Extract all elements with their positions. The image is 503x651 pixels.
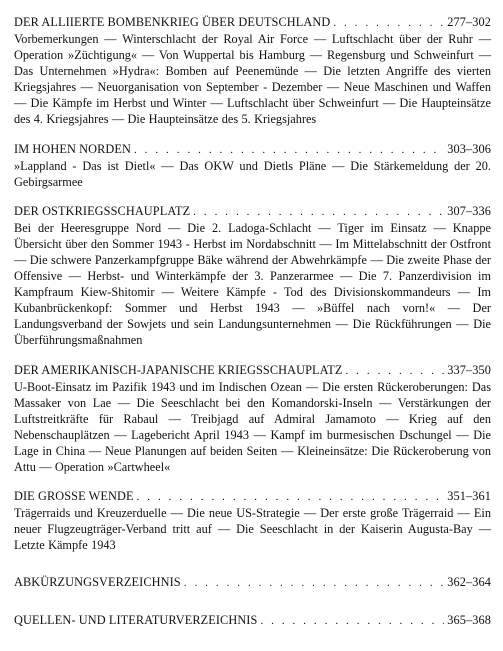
leader-dots xyxy=(137,489,445,505)
toc-entry-pages: 337–350 xyxy=(447,362,491,377)
toc-entry-title: IM HOHEN NORDEN xyxy=(14,141,131,156)
toc-entry-description: »Lappland - Das ist Dietl« — Das OKW und Dietls Pläne — Die Stärkemeldung der 20. Gebirgsarmee xyxy=(14,158,491,189)
toc-entry-title: QUELLEN- UND LITERATURVERZEICHNIS xyxy=(14,613,258,628)
toc-entry-heading xyxy=(14,488,491,505)
toc-entry xyxy=(14,14,491,128)
toc-entry-pages: 365–368 xyxy=(447,613,491,628)
toc-entry-title: DER OSTKRIEGSSCHAUPLATZ xyxy=(14,203,191,218)
toc-entry-heading xyxy=(14,141,491,158)
leader-dots xyxy=(333,15,444,31)
toc-entry-title: DIE GROSSE WENDE xyxy=(14,489,134,504)
toc-entry-description: Bei der Heeresgruppe Nord — Die 2. Ladoga-Schlacht — Tiger im Einsatz — Knappe Übersicht über den Sommer 1943 - Herbst im Nordabschnitt — Im Mittelabschnitt der Ostfront — Die schwere Panzerkampfgruppe Bäke während der Abwehrkämpfe — Die zweite Phase der Offensive — Herbst- und Winterkämpfe der 3. Panzerarmee — Die 7. Panzerdivision im Kampfraum Kiew-Shitomir — Weitere Kämpfe - Tod des Divisionskommandeurs — Im Kubanbrückenkopf: Sommer und Herbst 1943 — »Büffel nach vorn!« — Der Landungsverband der Sowjets und sein Landungsunternehmen — Die Rückführungen — Die Überführungsmaßnahmen xyxy=(14,220,491,348)
toc-entry-description: Trägerraids und Kreuzerduelle — Die neue US-Strategie — Der erste große Trägerraid — Ein neuer Flugzeugträger-Verband tritt auf — Die Seeschlacht in der Kaiserin Augusta-Bay — Letzte Kämpfe 1943 xyxy=(14,506,491,553)
leader-dots xyxy=(345,363,444,379)
toc-entry-title: DER ALLIIERTE BOMBENKRIEG ÜBER DEUTSCHLAND xyxy=(14,15,331,29)
toc-entry xyxy=(14,488,491,553)
toc-entry-heading xyxy=(14,362,491,379)
toc-entry-pages: 303–306 xyxy=(447,141,491,156)
leader-dots xyxy=(184,575,445,591)
toc-entry-title: DER AMERIKANISCH-JAPANISCHE KRIEGSSCHAUPLATZ xyxy=(14,362,343,377)
leader-dots xyxy=(134,142,444,158)
toc-entry-description: U-Boot-Einsatz im Pazifik 1943 und im Indischen Ozean — Die ersten Rückeroberungen: Das Massaker von Lae — Die Seeschlacht bei den Komandorski-Inseln — Verstärkungen der Luftstreitkräfte für Rabaul — Treibjagd auf Admiral Jamamoto — Krieg auf den Nebenschauplätzen — Lagebericht April 1943 — Kampf im burmesischen Dschungel — Die Lage in China — Neue Planungen auf beiden Seiten — Kleineinsätze: Die Rückeroberung von Attu — Operation »Cartwheel« xyxy=(14,379,491,474)
leader-dots xyxy=(260,613,444,629)
leader-dots xyxy=(193,204,444,220)
toc-entry xyxy=(14,362,491,476)
toc-entry xyxy=(14,141,491,190)
toc-entry-pages: 362–364 xyxy=(447,575,491,590)
toc-entry-pages: 277–302 xyxy=(447,15,491,29)
toc-entry xyxy=(14,203,491,349)
toc-entry-heading xyxy=(14,14,491,31)
toc-entry-pages: 307–336 xyxy=(447,203,491,218)
toc-entry-heading xyxy=(14,612,491,629)
toc-entry-description: Vorbemerkungen — Winterschlacht der Royal Air Force — Luftschlacht über der Ruhr — Operation »Züchtigung« — Von Wuppertal bis Hamburg — Regensburg und Schweinfurt — Das Unternehmen »Hydra«: Bomben auf Peenemünde — Die letzten Angriffe des vierten Kriegsjahres — Neuorganisation von September - Dezember — Neue Maschinen und Waffen — Die Kämpfe im Herbst und Winter — Luftschlacht über Schweinfurt — Die Haupteinsätze des 4. Kriegsjahres — Die Haupteinsätze des 5. Kriegsjahres xyxy=(14,32,491,127)
toc-entry-heading xyxy=(14,203,491,220)
toc-entry-heading xyxy=(14,574,491,591)
toc-entry xyxy=(14,612,491,629)
toc-entry-title: ABKÜRZUNGSVERZEICHNIS xyxy=(14,575,181,590)
toc-entry-pages: 351–361 xyxy=(447,489,491,504)
toc-entry xyxy=(14,574,491,591)
